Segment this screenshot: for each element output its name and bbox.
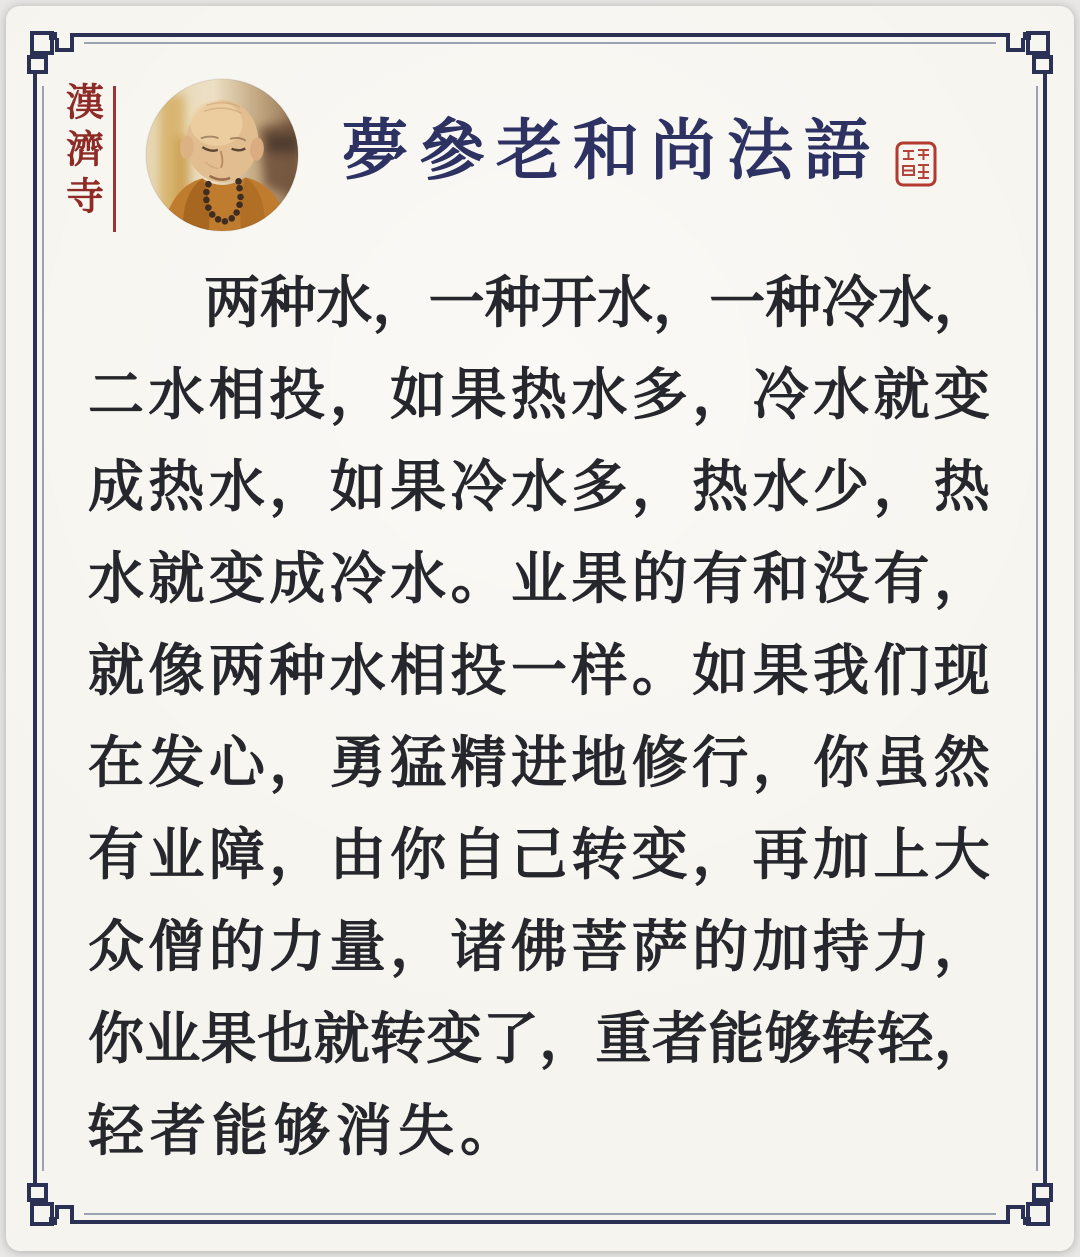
red-seal-stamp-icon [895, 141, 937, 187]
quote-text [88, 258, 990, 1178]
quote-line: 你 业 果 也 就 转 变 了 ， 重 者 能 够 转 轻 ， [88, 1009, 990, 1071]
corner-fret-icon [6, 1177, 80, 1251]
quote-line: 成 热 水 ， 如 果 冷 水 多 ， 热 水 少 ， 热 [88, 457, 990, 519]
frame-line-top [80, 33, 1000, 37]
quote-line: 众 僧 的 力 量 ， 诸 佛 菩 萨 的 加 持 力 ， [88, 917, 990, 979]
frame-line-bottom [80, 1220, 1000, 1224]
quote-line: 在 发 心 ， 勇 猛 精 进 地 修 行 ， 你 虽 然 [88, 733, 990, 795]
corner-fret-icon [1000, 6, 1074, 80]
temple-name: 漢濟寺 [59, 82, 102, 223]
temple-divider-line [113, 86, 116, 232]
inner-line-left [42, 86, 44, 1171]
inner-line-bottom [84, 1213, 996, 1215]
corner-fret-icon [6, 6, 80, 80]
quote-line: 就 像 两 种 水 相 投 一 样 。 如 果 我 们 现 [88, 641, 990, 703]
quote-line: 两 种 水 ， 一 种 开 水 ， 一 种 冷 水 ， [204, 273, 990, 335]
quote-line: 二 水 相 投 ， 如 果 热 水 多 ， 冷 水 就 变 [88, 365, 990, 427]
inner-line-top [84, 42, 996, 44]
paper-card [6, 6, 1074, 1251]
corner-fret-icon [1000, 1177, 1074, 1251]
frame-line-left [33, 80, 37, 1177]
inner-line-right [1036, 86, 1038, 1171]
quote-line: 有 业 障 ， 由 你 自 己 转 变 ， 再 加 上 大 [88, 825, 990, 887]
quote-line: 轻者能够消失。 [88, 1101, 522, 1163]
frame-line-right [1043, 80, 1047, 1177]
quote-line: 水 就 变 成 冷 水 。 业 果 的 有 和 没 有 ， [88, 549, 990, 611]
monk-portrait [144, 77, 300, 233]
page-title: 夢 參 老 和 尚 法 語 [342, 115, 870, 188]
